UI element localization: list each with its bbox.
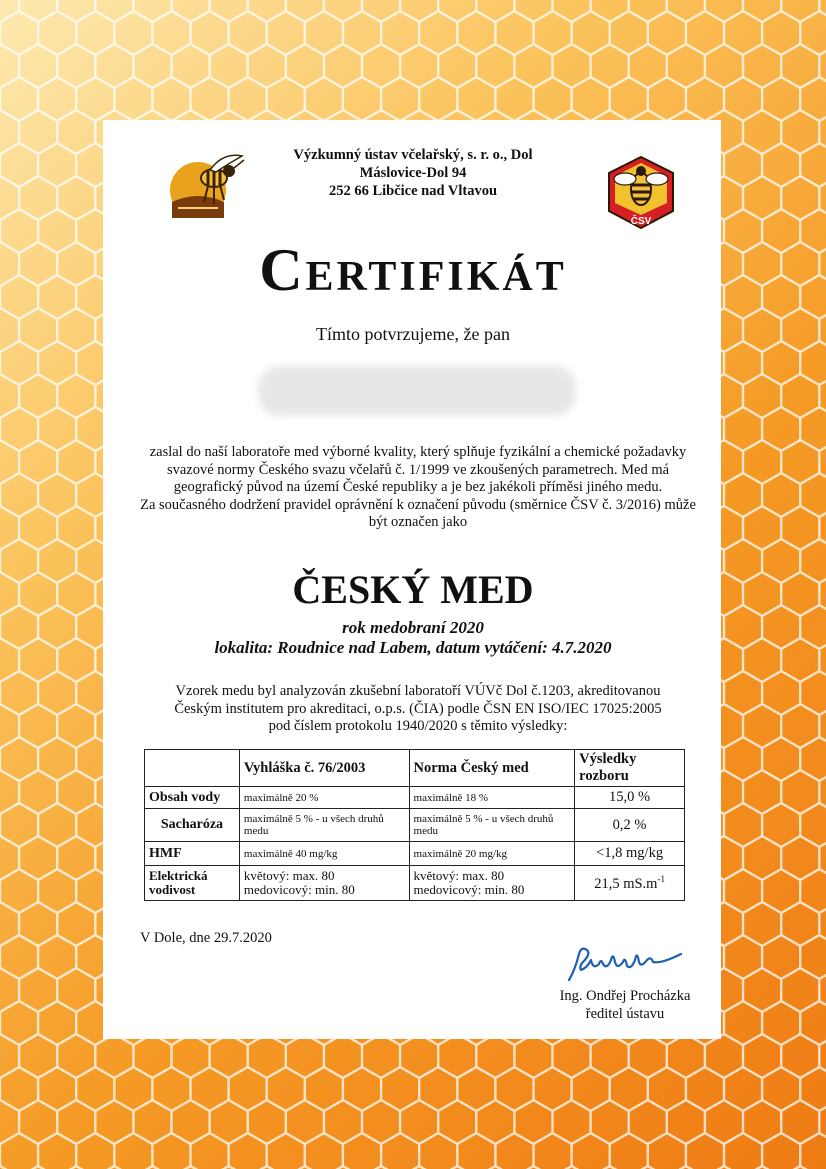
bee-icon	[168, 150, 248, 222]
signer-name: Ing. Ondřej Procházka	[559, 988, 691, 1004]
institute-name: Výzkumný ústav včelařský, s. r. o., Dol	[293, 147, 533, 163]
table-header-row	[145, 750, 685, 787]
signer-block	[520, 987, 730, 1023]
locality-line: lokalita: Roudnice nad Labem, datum vytáčení: 4.7.2020	[214, 638, 612, 657]
body-paragraph-2: Za současného dodržení pravidel oprávnění k označení původu (směrnice ČSV č. 3/2016) může být označen jako	[140, 496, 696, 530]
signer-role: ředitel ústavu	[585, 1006, 665, 1022]
table-row	[145, 809, 685, 842]
body-paragraph-1: zaslal do naší laboratoře med výborné kvality, který splňuje fyzikální a chemické požadavky svazové normy Českého svazu včelařů č. 1/1999 ve zkoušených parametrech. Med má geografický původ na území České republiky a je bez jakékoli příměsi jiného medu.	[149, 444, 687, 495]
analysis-text	[140, 683, 696, 736]
row-norm: maximálně 18 %	[409, 787, 575, 809]
row-norm	[409, 866, 575, 901]
row-norm: maximálně 20 mg/kg	[409, 842, 575, 866]
row-norm-line2: medovicový: min. 80	[413, 882, 525, 897]
row-decree: maximálně 20 %	[239, 787, 409, 809]
row-decree-line2: medovicový: min. 80	[243, 882, 355, 897]
row-norm-line1: květový: max. 80	[413, 868, 505, 883]
analysis-line-1: Vzorek medu byl analyzován zkušební laboratoří VÚVč Dol č.1203, akreditovanou	[175, 683, 661, 699]
table-row	[145, 842, 685, 866]
row-label: Obsah vody	[145, 787, 240, 809]
table-header-empty	[145, 750, 240, 787]
confirmation-text: Tímto potvrzujeme, že pan	[316, 324, 510, 344]
table-header-result: Výsledky rozboru	[575, 750, 685, 787]
institute-address-line2: 252 66 Libčice nad Vltavou	[328, 183, 498, 199]
row-decree	[239, 866, 409, 901]
redacted-name	[258, 366, 576, 416]
row-result-value: 21,5 mS.m	[594, 875, 658, 892]
row-label: Sacharóza	[145, 809, 240, 842]
institute-header	[0, 146, 826, 200]
table-header-norm: Norma Český med	[409, 750, 575, 787]
csv-logo-text: ČSV	[630, 216, 652, 227]
row-result-exponent: -1	[657, 873, 665, 884]
analysis-line-3: pod číslem protokolu 1940/2020 s těmito výsledky:	[268, 718, 568, 734]
product-name: ČESKÝ MED	[292, 567, 534, 612]
date-place: V Dole, dne 29.7.2020	[140, 930, 272, 946]
row-norm: maximálně 5 % - u všech druhů medu	[409, 809, 575, 842]
institute-address-line1: Máslovice-Dol 94	[359, 165, 467, 181]
signature-image	[565, 940, 685, 984]
results-table	[144, 749, 685, 901]
row-decree: maximálně 5 % - u všech druhů medu	[239, 809, 409, 842]
row-result: 15,0 %	[575, 787, 685, 809]
row-label: Elektrická vodivost	[145, 866, 240, 901]
certificate-body	[140, 444, 696, 532]
csv-bee-shield-icon	[605, 155, 677, 230]
row-result: 0,2 %	[575, 809, 685, 842]
table-row	[145, 866, 685, 901]
row-decree-line1: květový: max. 80	[243, 868, 335, 883]
analysis-line-2: Českým institutem pro akreditaci, o.p.s. (ČIA) podle ČSN EN ISO/IEC 17025:2005	[174, 700, 662, 717]
table-header-decree: Vyhláška č. 76/2003	[239, 750, 409, 787]
certificate-title: Certifikát	[259, 237, 567, 303]
row-result: <1,8 mg/kg	[575, 842, 685, 866]
harvest-year: rok medobraní 2020	[342, 618, 484, 637]
table-row	[145, 787, 685, 809]
row-label: HMF	[145, 842, 240, 866]
row-decree: maximálně 40 mg/kg	[239, 842, 409, 866]
row-result	[575, 866, 685, 901]
